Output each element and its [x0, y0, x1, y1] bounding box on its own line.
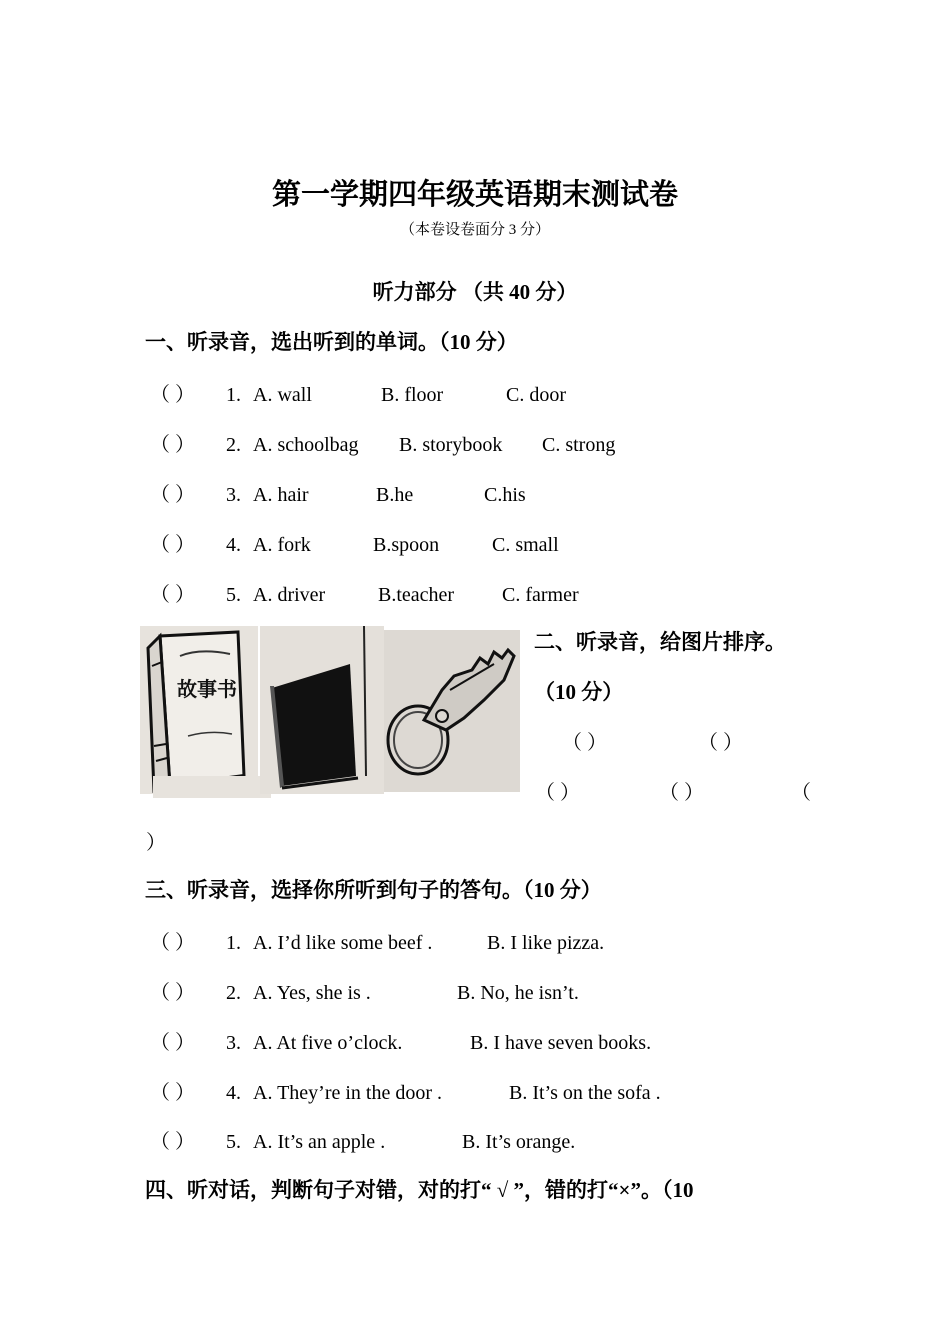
option-c: C. farmer [502, 584, 579, 606]
picture-base-strip [153, 776, 271, 798]
part-heading: 听力部分 （共 40 分） [372, 280, 578, 304]
page-title: 第一学期四年级英语期末测试卷 [271, 179, 678, 211]
option-a: A. hair [253, 484, 309, 506]
answer-blank: （ ） [150, 932, 195, 954]
section2-order-row-1 [562, 726, 743, 755]
answer-blank: （ ） [535, 782, 580, 804]
item-number: 4. [226, 1082, 241, 1104]
storybook-label: 故事书 [177, 677, 237, 701]
answer-blank: （ ） [150, 434, 195, 456]
option-c: C. door [506, 384, 566, 406]
answer-blank: （ ） [659, 782, 704, 804]
section3-item-1 [150, 926, 604, 955]
option-b: B.teacher [378, 584, 455, 606]
item-number: 1. [226, 384, 241, 406]
option-a: A. driver [253, 584, 326, 606]
option-b: B. I have seven books. [470, 1032, 652, 1054]
section2-heading-score: （10 分） [534, 680, 624, 704]
section1-item-1 [150, 378, 566, 407]
section1-item-4 [150, 528, 559, 557]
option-a: A. wall [253, 384, 312, 406]
section2-closing-paren: ） [146, 832, 166, 854]
answer-blank: （ ） [150, 584, 195, 606]
answer-blank: （ ） [150, 484, 195, 506]
option-b: B.he [376, 484, 414, 506]
item-number: 2. [226, 982, 241, 1004]
page-subtitle: （本卷设卷面分 3 分） [399, 222, 550, 238]
storybook-picture [140, 626, 258, 794]
section2-order-row-2 [535, 776, 811, 805]
section4-heading: 四、听对话，判断句子对错，对的打“ √ ”，错的打“×”。（10 [145, 1178, 694, 1202]
section1-item-2 [150, 428, 615, 457]
option-b: B. No, he isn’t. [457, 982, 579, 1004]
answer-blank: （ ） [150, 1032, 195, 1054]
option-c: C.his [484, 484, 526, 506]
option-a: A. schoolbag [253, 434, 359, 456]
answer-blank: （ ） [150, 982, 195, 1004]
answer-blank: （ ） [562, 732, 607, 754]
item-number: 5. [226, 584, 241, 606]
answer-blank: （ ） [150, 1082, 195, 1104]
item-number: 1. [226, 932, 241, 954]
option-c: C. small [492, 534, 559, 556]
section3-item-3 [150, 1026, 651, 1055]
section3-item-5 [150, 1125, 575, 1154]
section3-item-2 [150, 976, 579, 1005]
option-a: A. fork [253, 534, 311, 556]
section1-heading: 一、听录音，选出听到的单词。（10 分） [145, 330, 518, 354]
section1-item-3 [150, 478, 526, 507]
option-b: B. I like pizza. [487, 932, 605, 954]
option-b: B. storybook [399, 434, 503, 456]
option-a: A. Yes, she is . [253, 982, 371, 1004]
option-a: A. I’d like some beef . [253, 932, 433, 954]
answer-blank: （ [791, 782, 811, 804]
item-number: 3. [226, 484, 241, 506]
section2-heading: 二、听录音，给图片排序。 [534, 630, 786, 654]
option-b: B. It’s on the sofa . [509, 1082, 661, 1104]
option-a: A. At five o’clock. [253, 1032, 403, 1054]
option-c: C. strong [542, 434, 616, 456]
answer-blank: （ ） [150, 384, 195, 406]
option-a: A. It’s an apple . [253, 1131, 386, 1153]
item-number: 4. [226, 534, 241, 556]
blackboard-picture [260, 626, 384, 794]
item-number: 2. [226, 434, 241, 456]
option-a: A. They’re in the door . [253, 1082, 443, 1104]
option-b: B. It’s orange. [462, 1131, 576, 1153]
answer-blank: （ ） [150, 1131, 195, 1153]
answer-blank: （ ） [150, 534, 195, 556]
section3-heading: 三、听录音，选择你所听到句子的答句。（10 分） [145, 878, 602, 902]
key-picture [384, 630, 520, 792]
section3-item-4 [150, 1076, 661, 1105]
answer-blank: （ ） [698, 732, 743, 754]
item-number: 3. [226, 1032, 241, 1054]
item-number: 5. [226, 1131, 241, 1153]
section1-item-5 [150, 578, 579, 607]
option-b: B. floor [381, 384, 444, 406]
option-b: B.spoon [373, 534, 440, 556]
picture-strip [140, 626, 520, 798]
